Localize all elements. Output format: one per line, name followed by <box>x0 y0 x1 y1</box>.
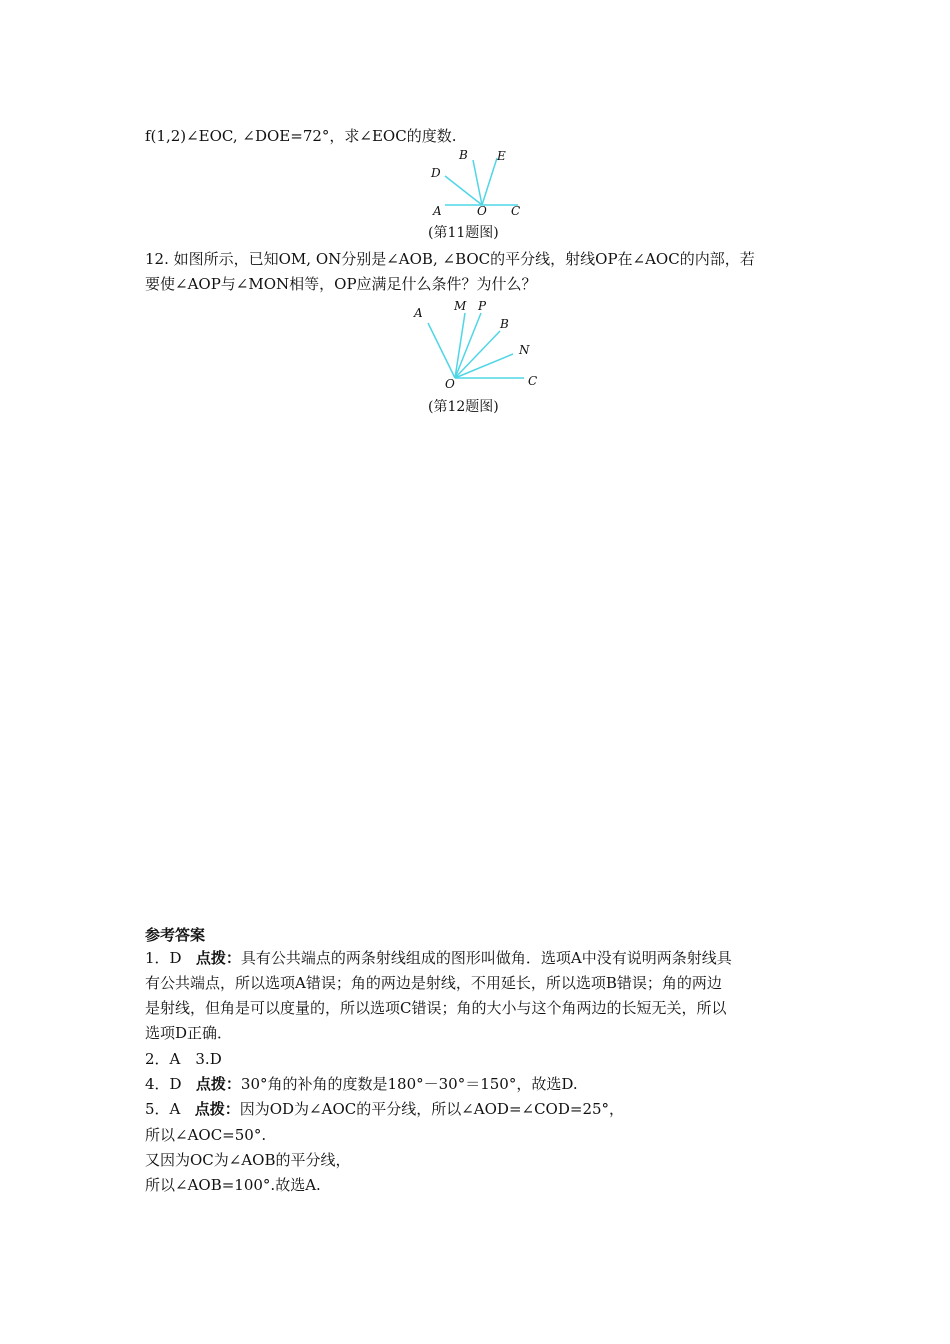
ray-oe <box>482 158 497 205</box>
label-p: P <box>478 299 487 313</box>
answer-1-tag: 点拨： <box>195 949 241 967</box>
answer-5-line1 <box>145 1099 624 1119</box>
answer-5-tag: 点拨： <box>194 1100 240 1118</box>
answer-1-text: 具有公共端点的两条射线组成的图形叫做角．选项A中没有说明两条射线具 <box>240 949 732 967</box>
figure-11-caption: (第11题图) <box>428 225 499 241</box>
label-a: A <box>414 306 423 320</box>
answer-1-line3: 是射线，但角是可以度量的，所以选项C错误；角的大小与这个角两边的长短无关，所以 <box>145 999 727 1017</box>
answer-4-tag: 点拨： <box>195 1075 241 1093</box>
answer-5-line3: 又因为OC为∠AOB的平分线， <box>145 1151 351 1169</box>
label-b: B <box>459 148 468 162</box>
ray-oa <box>428 323 455 378</box>
label-c: C <box>528 374 538 388</box>
answer-1-line2: 有公共端点，所以选项A错误；角的两边是射线，不用延长，所以选项B错误；角的两边 <box>145 974 722 992</box>
label-b: B <box>500 317 509 331</box>
answers-heading: 参考答案 <box>145 926 206 944</box>
problem-12-line1: 12. 如图所示，已知OM, ON分别是∠AOB, ∠BOC的平分线，射线OP在∠AOC的内部，若 <box>145 250 755 268</box>
label-o: O <box>445 377 455 391</box>
answer-4-text: 30°角的补角的度数是180°－30°＝150°，故选D. <box>240 1075 578 1093</box>
answer-1-line4: 选项D正确． <box>145 1024 233 1042</box>
answer-1-choice: 1．D <box>145 949 182 967</box>
figure-12 <box>405 296 550 396</box>
figure-12-caption: (第12题图) <box>428 399 499 415</box>
answer-5-text: 因为OD为∠AOC的平分线，所以∠AOD=∠COD=25°， <box>239 1100 625 1118</box>
label-n: N <box>519 343 530 357</box>
answer-1-line1 <box>145 948 732 968</box>
label-a: A <box>433 204 442 218</box>
label-d: D <box>431 166 441 180</box>
label-o: O <box>477 204 487 218</box>
label-m: M <box>454 299 467 313</box>
answer-5-choice: 5．A <box>145 1100 181 1118</box>
figure-11 <box>420 146 530 220</box>
problem-12-line2: 要使∠AOP与∠MON相等，OP应满足什么条件？为什么？ <box>145 275 537 293</box>
answer-2-3: 2．A 3.D <box>145 1050 222 1068</box>
answer-5-line2: 所以∠AOC=50°. <box>145 1126 267 1144</box>
answer-4 <box>145 1074 578 1094</box>
answer-4-choice: 4．D <box>145 1075 182 1093</box>
label-c: C <box>511 204 521 218</box>
label-e: E <box>497 149 506 163</box>
problem-11-text: f(1,2)∠EOC, ∠DOE=72°，求∠EOC的度数. <box>145 127 457 145</box>
answer-5-line4: 所以∠AOB=100°.故选A. <box>145 1176 321 1194</box>
